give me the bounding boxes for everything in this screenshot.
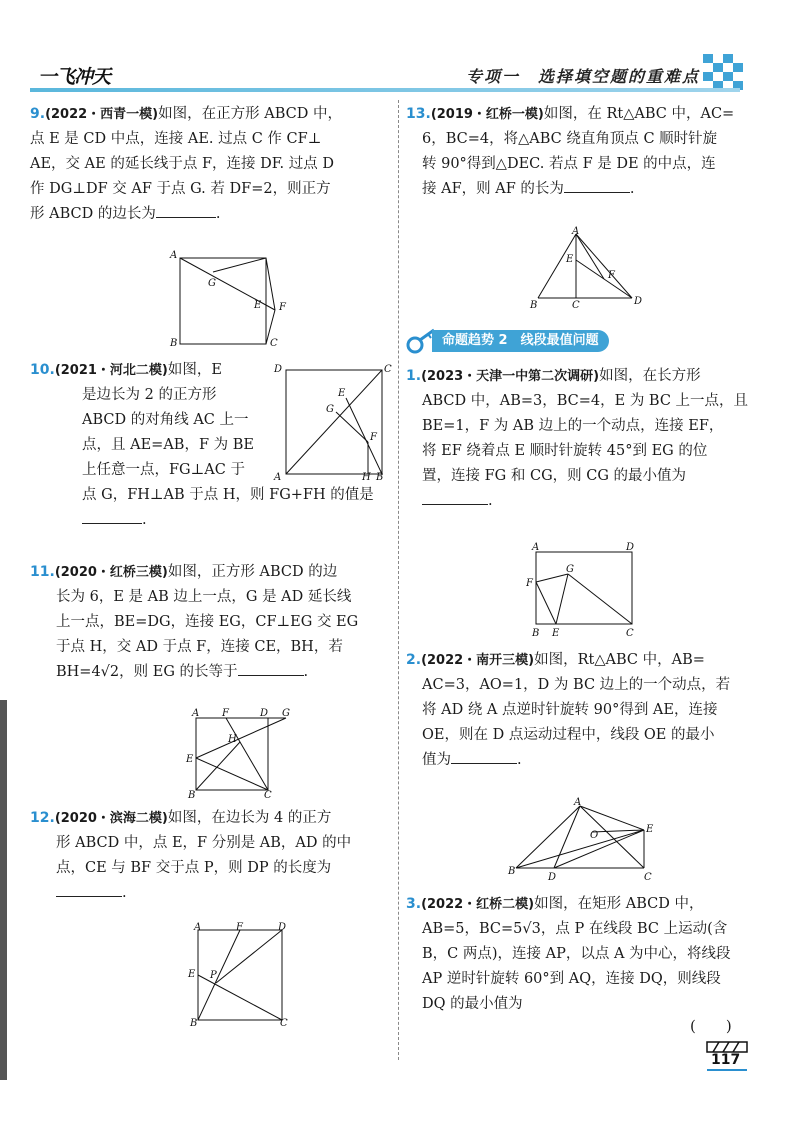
question-end: . (517, 752, 522, 768)
figure-label: C (626, 628, 634, 639)
brand-logo: 一飞冲天 (38, 66, 111, 88)
figure-label: G (208, 278, 216, 289)
page-number-badge (705, 1040, 749, 1072)
question-text: 上一点，BE=DG，连接 EG，CF⊥EG 交 EG (56, 614, 359, 630)
question-number: 13. (406, 106, 431, 122)
figure-label: C (384, 364, 392, 375)
question-text: BE=1，F 为 AB 边上的一个动点，连接 EF， (422, 418, 724, 434)
question-text: OE，则在 D 点运动过程中，线段 OE 的最小 (422, 727, 715, 743)
answer-blank[interactable] (564, 181, 630, 193)
question-number: 11. (30, 564, 55, 580)
figure-label: G (282, 708, 290, 719)
question-end: . (215, 206, 221, 222)
answer-blank[interactable] (56, 885, 122, 897)
question-text: 如图，E (167, 362, 222, 378)
figure-label: D (278, 922, 287, 933)
question-text: DQ 的最小值为 (422, 996, 523, 1012)
figure-label: E (188, 969, 196, 980)
figure-label: D (274, 364, 283, 375)
figure-label: E (552, 628, 560, 639)
question-text: 如图，在正方形 ABCD 中， (158, 106, 342, 122)
figure-label: A (532, 542, 540, 553)
question-12 (30, 806, 392, 906)
section-banner (406, 328, 666, 356)
figure-label: F (370, 432, 377, 443)
question-text: 点，CE 与 BF 交于点 P，则 DP 的长度为 (56, 860, 332, 876)
question-text: 形 ABCD 中，点 E，F 分别是 AB，AD 的中 (56, 835, 352, 851)
figure-label: C (644, 872, 652, 883)
question-source: (2022・红桥二模) (421, 897, 535, 912)
section-title: 专项一 选择填空题的重难点 (465, 67, 700, 86)
question-text: 如图，在边长为 4 的正方 (167, 810, 332, 826)
question-end: . (142, 512, 147, 528)
question-text: ABCD 中，AB=3，BC=4，E 为 BC 上一点，且 (422, 393, 749, 409)
question-text: 置，连接 FG 和 CG，则 CG 的最小值为 (422, 468, 687, 484)
question-text: AE，交 AE 的延长线于点 F，连接 DF. 过点 D (30, 156, 334, 172)
question-source: (2023・天津一中第二次调研) (421, 369, 600, 384)
figure-label: G (566, 564, 574, 575)
figure-q12 (186, 922, 296, 1030)
question-text: 如图，Rt△ABC 中，AB= (534, 652, 705, 668)
question-number: 1. (406, 368, 422, 384)
answer-blank[interactable] (156, 206, 216, 218)
question-text: AC=3，AO=1，D 为 BC 边上的一个动点，若 (422, 677, 731, 693)
answer-blank[interactable] (82, 512, 142, 524)
question-text: 点 G，FH⊥AB 于点 H，则 FG+FH 的值是 (82, 487, 374, 503)
question-text: AP 逆时针旋转 60°到 AQ，连接 DQ，则线段 (422, 971, 721, 987)
question-text: BH=4√2，则 EG 的长等于 (56, 664, 238, 680)
figure-label: B (190, 1018, 198, 1029)
question-number: 9. (30, 106, 46, 122)
question-source: (2022・南开三模) (421, 653, 535, 668)
figure-label: D (260, 708, 269, 719)
question-text: 于点 H，交 AD 于点 F，连接 CE，BH，若 (56, 639, 343, 655)
binding-edge (0, 700, 7, 1080)
figure-label: A (274, 472, 282, 482)
figure-q11 (182, 706, 302, 800)
figure-label: E (254, 300, 262, 311)
checker-decoration (703, 54, 745, 90)
question-13 (406, 102, 746, 202)
figure-label: C (572, 300, 580, 311)
figure-label: F (608, 270, 615, 281)
question-source: (2020・滨海二模) (54, 811, 168, 826)
question-11 (30, 560, 392, 685)
question-text: 如图，在长方形 (599, 368, 701, 384)
question-text: 6，BC=4，将△ABC 绕直角顶点 C 顺时针旋 (422, 131, 718, 147)
question-text: 接 AF，则 AF 的长为 (422, 181, 564, 197)
figure-q13 (522, 226, 646, 312)
figure-label: H (228, 734, 237, 745)
figure-label: A (192, 708, 200, 719)
question-text: 点，且 AE=AB，F 为 BE (82, 437, 254, 453)
figure-label: B (376, 472, 384, 482)
question-text: 如图，在 Rt△ABC 中，AC= (543, 106, 735, 122)
question-number: 10. (30, 362, 55, 378)
question-end: . (303, 664, 309, 680)
question-end: . (488, 493, 493, 509)
question-source: (2022・西青一模) (45, 107, 159, 122)
figure-label: E (566, 254, 574, 265)
question-text: 如图，正方形 ABCD 的边 (167, 564, 338, 580)
header-rule (30, 88, 740, 92)
question-text: 形 ABCD 的边长为 (30, 206, 156, 222)
figure-label: F (236, 922, 243, 933)
answer-blank[interactable] (422, 493, 488, 505)
figure-label: A (170, 250, 178, 261)
question-number: 12. (30, 810, 55, 826)
figure-label: E (186, 754, 194, 765)
problem-1 (406, 364, 749, 514)
question-text: 是边长为 2 的正方形 (82, 387, 217, 403)
figure-p2 (506, 796, 666, 884)
banner-label: 命题趋势 2 线段最值问题 (432, 330, 609, 352)
figure-p1 (526, 540, 646, 640)
figure-label: A (194, 922, 202, 933)
answer-choice-paren[interactable]: ( ) (690, 1017, 732, 1035)
figure-label: B (508, 866, 516, 877)
question-text: 转 90°得到△DEC. 若点 F 是 DE 的中点，连 (422, 156, 716, 172)
question-text: 值为 (422, 752, 451, 768)
figure-q10 (272, 362, 392, 482)
question-end: . (122, 885, 127, 901)
question-source: (2020・红桥三模) (54, 565, 168, 580)
question-text: ABCD 的对角线 AC 上一 (82, 412, 249, 428)
question-text: B，C 两点)，连接 AP，以点 A 为中心，将线段 (422, 946, 731, 962)
question-source: (2019・红桥一模) (430, 107, 544, 122)
figure-label: C (270, 338, 278, 349)
answer-blank[interactable] (238, 664, 304, 676)
question-9 (30, 102, 392, 227)
figure-label: H (362, 472, 371, 482)
question-text: 如图，在矩形 ABCD 中， (534, 896, 704, 912)
figure-label: C (280, 1018, 288, 1029)
problem-3 (406, 892, 746, 1017)
figure-label: B (532, 628, 540, 639)
figure-label: D (634, 296, 643, 307)
question-number: 2. (406, 652, 422, 668)
question-text: 上任意一点，FG⊥AC 于 (82, 462, 245, 478)
figure-label: B (170, 338, 178, 349)
figure-label: G (326, 404, 334, 415)
figure-label: D (548, 872, 557, 883)
question-text: 将 EF 绕着点 E 顺时针旋转 45°到 EG 的位 (422, 443, 708, 459)
question-end: . (629, 181, 635, 197)
figure-label: E (338, 388, 346, 399)
figure-label: C (264, 790, 272, 800)
figure-label: P (210, 970, 217, 981)
column-divider (398, 100, 399, 1060)
question-number: 3. (406, 896, 422, 912)
figure-label: E (646, 824, 654, 835)
question-text: 作 DG⊥DF 交 AF 于点 G. 若 DF=2，则正方 (30, 181, 331, 197)
figure-label: O (590, 830, 599, 841)
figure-q9 (168, 248, 298, 350)
figure-label: B (530, 300, 538, 311)
question-text: 点 E 是 CD 中点，连接 AE. 过点 C 作 CF⊥ (30, 131, 322, 147)
question-text: 将 AD 绕 A 点逆时针旋转 90°得到 AE，连接 (422, 702, 718, 718)
problem-2 (406, 648, 746, 773)
figure-label: B (188, 790, 196, 800)
figure-label: F (222, 708, 229, 719)
page-number: 117 (711, 1052, 741, 1068)
answer-blank[interactable] (451, 752, 517, 764)
question-text: AB=5，BC=5√3，点 P 在线段 BC 上运动(含 (422, 921, 728, 937)
figure-label: D (626, 542, 635, 553)
figure-label: F (279, 302, 286, 313)
figure-label: A (574, 797, 582, 808)
figure-label: F (526, 578, 533, 589)
figure-label: A (572, 226, 580, 237)
question-source: (2021・河北二模) (54, 363, 168, 378)
question-text: 长为 6，E 是 AB 边上一点，G 是 AD 延长线 (56, 589, 352, 605)
